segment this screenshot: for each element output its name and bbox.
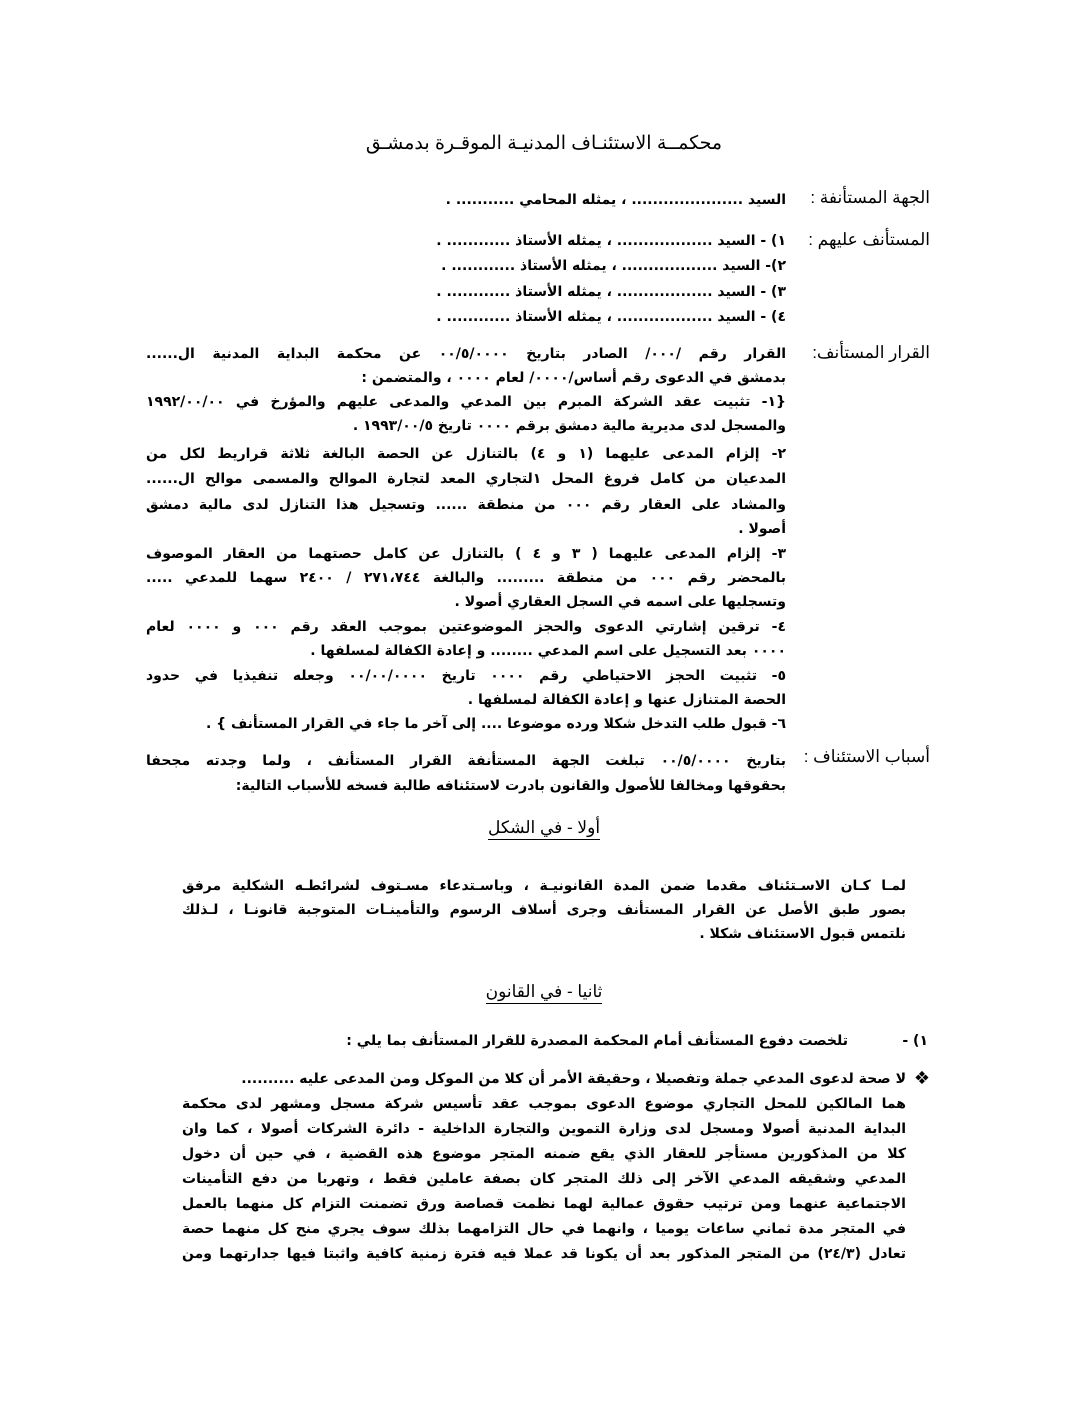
appellant-value: السيد ..................... ، يمثله المحامي ........... .: [445, 192, 786, 208]
reasons-line: بحقوقها ومخالفا للأصول والقانون بادرت لاستئنافه طالبة فسخه للأسباب التالية:: [235, 778, 786, 794]
bullet-paragraph-line: المدعي وشقيقه المدعي الآخر إلى ذلك المتجر كان بصفة عاملين فقط ، وتهربا من دفع التأمينات: [182, 1171, 906, 1187]
court-title: محكمــة الاستئنـاف المدنيـة الموقـرة بدمشـق: [365, 133, 723, 154]
form-paragraph-line: بصور طبق الأصل عن القرار المستأنف وجرى أسلاف الرسوم والتأمينـات المتوجبة قانونـا ، لـذلك: [182, 902, 906, 918]
bullet-paragraph-line: هما المالكين للمحل التجاري موضوع الدعوى بموجب عقد تأسيس شركة مسجل ومشهر لدى محكمة: [182, 1096, 906, 1112]
respondent-line-4: ٤) - السيد .................. ، يمثله الأستاذ ............ .: [436, 309, 786, 325]
form-paragraph-line: لمـا كـان الاسـتئناف مقدما ضمن المدة القانونيـة ، وباسـتدعاء مسـتوف لشرائطـه الشكلية مرفق: [182, 878, 906, 894]
bullet-paragraph-line: تعادل (٢٤/٣) من المتجر المذكور بعد أن يكونا قد عملا فيه فترة زمنية كافية واثبتا فيها جدارتهما ومن: [182, 1246, 906, 1262]
decision-line: والمشاد على العقار رقم ٠٠٠ من منطقة ...... وتسجيل هذا التنازل لدى مالية دمشق: [146, 497, 786, 513]
decision-line: القرار رقم /٠٠٠/ الصادر بتاريخ ٠٠/٥/٠٠٠٠ عن محكمة البداية المدنية ال......: [146, 346, 786, 362]
decision-line: ٣- إلزام المدعى عليهما ( ٣ و ٤ ) بالتنازل عن كامل حصتهما من العقار الموصوف: [146, 546, 786, 562]
respondent-line-1: ١) - السيد .................. ، يمثله الأستاذ ............ .: [436, 233, 786, 249]
decision-line: ٥- تثبيت الحجز الاحتياطي رقم ٠٠٠٠ تاريخ ٠٠/٠٠/٠٠٠٠ وجعله تنفيذيا في حدود: [146, 668, 786, 684]
decision-line: ٦- قبول طلب التدخل شكلا ورده موضوعا .... إلى آخر ما جاء في القرار المستأنف } .: [205, 716, 786, 732]
bullet-paragraph-line: الاجتماعية عنهما ومن ترتيب حقوق عمالية لهما نظمت قصاصة ورق تضمنت التزام كل منهما بالعمل: [182, 1196, 906, 1212]
form-paragraph-line: نلتمس قبول الاستئناف شكلا .: [699, 926, 906, 942]
respondents-label: المستأنف عليهم :: [808, 230, 930, 249]
section-heading-law: [0, 982, 1088, 1002]
section-heading-form-text: أولا - في الشكل: [488, 818, 600, 840]
bullet-paragraph-line: في المتجر مدة ثماني ساعات يوميا ، وانهما في حال التزامهما بذلك سوف يجري منح كل منهما حصة: [182, 1221, 906, 1237]
bullet-paragraph-line: البداية المدنية أصولا ومسجل لدى وزارة التموين والتجارة الداخلية - دائرة الشركات أصولا ، كما وان: [182, 1121, 906, 1137]
item-text: تلخصت دفوع المستأنف أمام المحكمة المصدرة للقرار المستأنف بما يلي :: [346, 1033, 848, 1049]
respondent-line-3: ٣) - السيد .................. ، يمثله الأستاذ ............ .: [436, 284, 786, 300]
section-heading-form: [0, 818, 1088, 838]
reasons-line: بتاريخ ٠٠/٥/٠٠٠٠ تبلغت الجهة المستأنفة القرار المستأنف ، ولما وجدته مجحفا: [146, 753, 786, 769]
appellant-label: الجهة المستأنفة :: [810, 188, 930, 207]
bullet-paragraph-line: لا صحة لدعوى المدعي جملة وتفصيلا ، وحقيقة الأمر أن كلا من الموكل ومن المدعى عليه ..........: [241, 1071, 906, 1087]
decision-line: المدعيان من كامل فروغ المحل ١لتجاري المعد لتجارة الموالح والمسمى موالح ال......: [146, 471, 786, 487]
reasons-label: أسباب الاستئناف :: [803, 747, 930, 766]
decision-line: أصولا .: [738, 521, 786, 537]
decision-label: القرار المستأنف:: [812, 343, 930, 362]
decision-line: ٤- ترقين إشارتي الدعوى والحجز الموضوعتين بموجب العقد رقم ٠٠٠ و ٠٠٠٠ لعام: [146, 619, 786, 635]
decision-line: بالمحضر رقم ٠٠٠ من منطقة ......... والبالغة ٢٧١،٧٤٤ / ٢٤٠٠ سهما للمدعي .....: [146, 570, 786, 586]
decision-line: {١- تثبيت عقد الشركة المبرم بين المدعي والمدعى عليهم والمؤرخ في ١٩٩٢/٠٠/٠٠: [146, 394, 786, 410]
decision-line: الحصة المتنازل عنها و إعادة الكفالة لمسلفها .: [467, 692, 786, 708]
decision-line: وتسجليها على اسمه في السجل العقاري أصولا .: [454, 594, 786, 610]
decision-line: بدمشق في الدعوى رقم أساس/٠٠٠٠/ لعام ٠٠٠٠ ، والمتضمن :: [361, 370, 786, 386]
bullet-paragraph-line: كلا من المذكورين مستأجر للعقار الذي يقع ضمنه المتجر موضوع هذه القضية ، في حين أن دخول: [182, 1146, 906, 1162]
decision-line: ٠٠٠٠ بعد التسجيل على اسم المدعي ........ و إعادة الكفالة لمسلفها .: [310, 643, 786, 659]
respondent-line-2: ٢)- السيد .................. ، يمثله الأستاذ ............ .: [441, 258, 786, 274]
diamond-bullet-icon: ❖: [913, 1068, 930, 1089]
section-heading-law-text: ثانيا - في القانون: [486, 982, 603, 1004]
decision-line: والمسجل لدى مديرية مالية دمشق برقم ٠٠٠٠ تاريخ ١٩٩٣/٠٠/٥ .: [352, 418, 786, 434]
decision-line: ٢- إلزام المدعى عليهما (١ و ٤) بالتنازل عن الحصة البالغة ثلاثة قراريط لكل من: [146, 446, 786, 462]
item-number: ١) -: [902, 1033, 928, 1049]
